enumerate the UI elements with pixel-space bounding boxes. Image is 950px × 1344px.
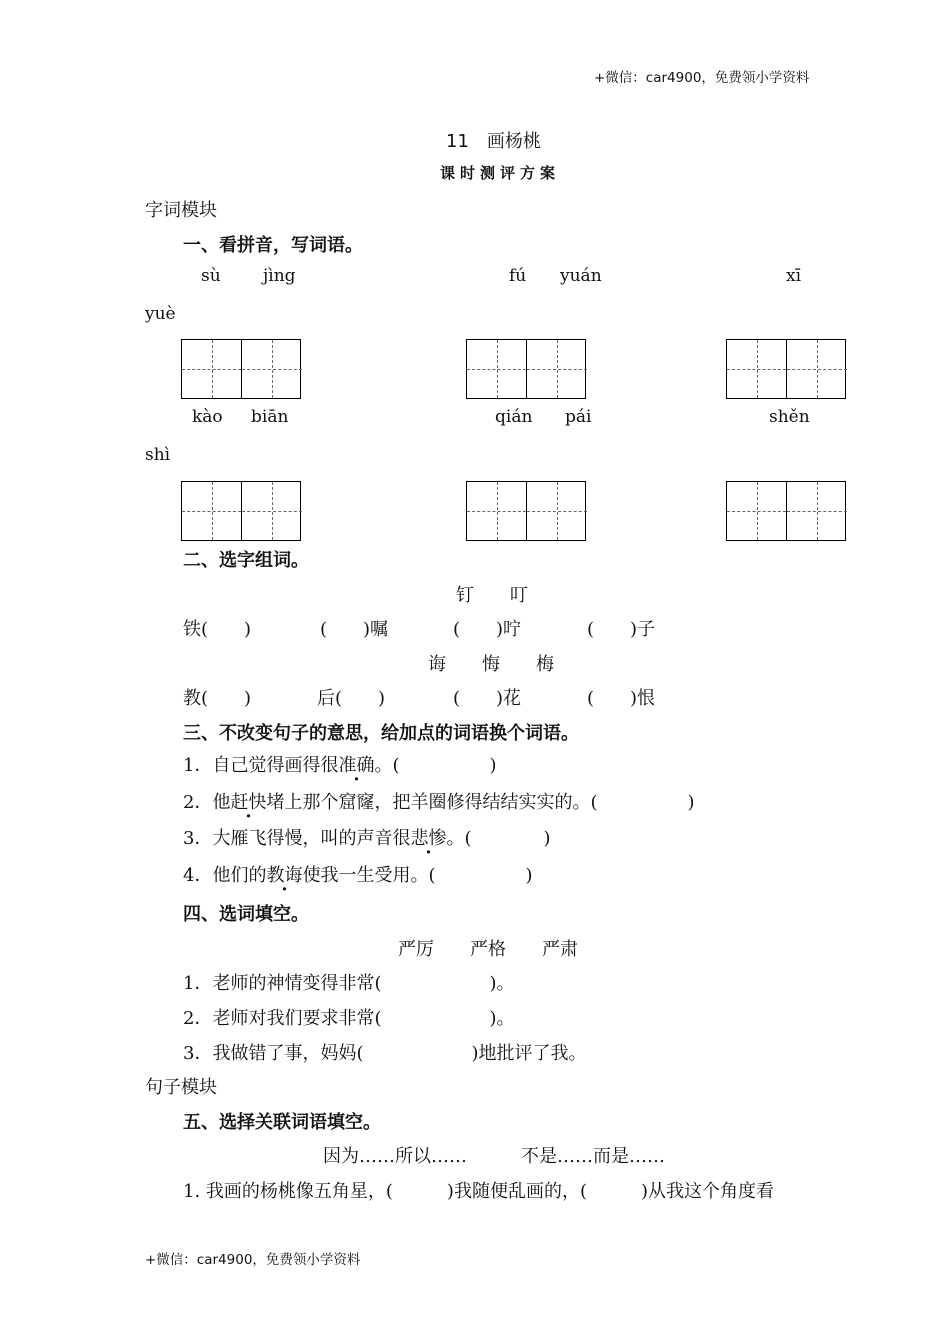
q5-sentence-1: 1. 我画的杨桃像五角星，( )我随便乱画的，( )从我这个角度看 bbox=[183, 1181, 774, 1202]
q3-sentence-3: 3．大雁飞得慢，叫的声音很悲惨。( ) bbox=[183, 828, 551, 849]
q1-heading: 一、看拼音，写词语。 bbox=[183, 235, 363, 256]
writing-grid[interactable] bbox=[466, 481, 586, 541]
dotted-word: 教诲 bbox=[266, 865, 303, 886]
q5-choices: 因为……所以…… 不是……而是…… bbox=[323, 1146, 665, 1167]
pinyin-5b: pái bbox=[565, 407, 592, 427]
writing-grid[interactable] bbox=[181, 481, 301, 541]
q4-item: 2．老师对我们要求非常( )。 bbox=[183, 1008, 515, 1029]
q2-item: ( )子 bbox=[587, 619, 656, 640]
page-title: 11 画杨桃 bbox=[446, 131, 541, 152]
q3-sentence-2: 2．他赶快堵上那个窟窿，把羊圈修得结结实实的。( ) bbox=[183, 792, 695, 813]
pinyin-4b: biān bbox=[251, 407, 289, 427]
pinyin-2a: fú bbox=[509, 266, 527, 286]
page-subtitle: 课时测评方案 bbox=[440, 164, 561, 182]
dotted-word: 悲惨 bbox=[410, 828, 447, 849]
q4-item: 3．我做错了事，妈妈( )地批评了我。 bbox=[183, 1043, 587, 1064]
q3-sentence-1: 1．自己觉得画得很准确。( ) bbox=[183, 755, 497, 776]
section-heading-sentences: 句子模块 bbox=[145, 1077, 217, 1098]
pinyin-6b: shì bbox=[145, 445, 171, 465]
dotted-word: 赶快 bbox=[230, 792, 267, 813]
q4-item: 1．老师的神情变得非常( )。 bbox=[183, 973, 515, 994]
watermark-bottom: +微信：car4900，免费领小学资料 bbox=[145, 1252, 361, 1268]
section-heading-words: 字词模块 bbox=[145, 200, 217, 221]
q4-heading: 四、选词填空。 bbox=[183, 904, 309, 925]
pinyin-6a: shěn bbox=[769, 407, 810, 427]
q5-heading: 五、选择关联词语填空。 bbox=[183, 1112, 381, 1133]
pinyin-1b: jìng bbox=[263, 266, 296, 286]
q2-heading: 二、选字组词。 bbox=[183, 550, 309, 571]
q2-item: ( )花 bbox=[453, 688, 522, 709]
pinyin-1a: sù bbox=[201, 266, 221, 286]
dotted-word: 准确 bbox=[338, 755, 375, 776]
q2-item: 教( ) bbox=[183, 688, 252, 709]
watermark-top: +微信：car4900，免费领小学资料 bbox=[594, 70, 810, 86]
q4-choices: 严厉 严格 严肃 bbox=[398, 939, 578, 960]
writing-grid[interactable] bbox=[466, 339, 586, 399]
pinyin-2b: yuán bbox=[560, 266, 602, 286]
pinyin-4a: kào bbox=[192, 407, 223, 427]
writing-grid[interactable] bbox=[726, 339, 846, 399]
q2-item: ( )咛 bbox=[453, 619, 522, 640]
pinyin-3b: yuè bbox=[145, 304, 176, 324]
q2-choices-2: 诲 悔 梅 bbox=[428, 654, 554, 675]
q2-item: 后( ) bbox=[317, 688, 386, 709]
q2-item: ( )嘱 bbox=[320, 619, 389, 640]
q3-sentence-4: 4．他们的教诲使我一生受用。( ) bbox=[183, 865, 533, 886]
writing-grid[interactable] bbox=[181, 339, 301, 399]
q3-heading: 三、不改变句子的意思，给加点的词语换个词语。 bbox=[183, 723, 579, 744]
q2-item: 铁( ) bbox=[183, 619, 252, 640]
pinyin-3a: xī bbox=[786, 266, 802, 286]
q2-item: ( )恨 bbox=[587, 688, 656, 709]
writing-grid[interactable] bbox=[726, 481, 846, 541]
q2-choices-1: 钉 叮 bbox=[456, 585, 528, 606]
pinyin-5a: qián bbox=[495, 407, 533, 427]
